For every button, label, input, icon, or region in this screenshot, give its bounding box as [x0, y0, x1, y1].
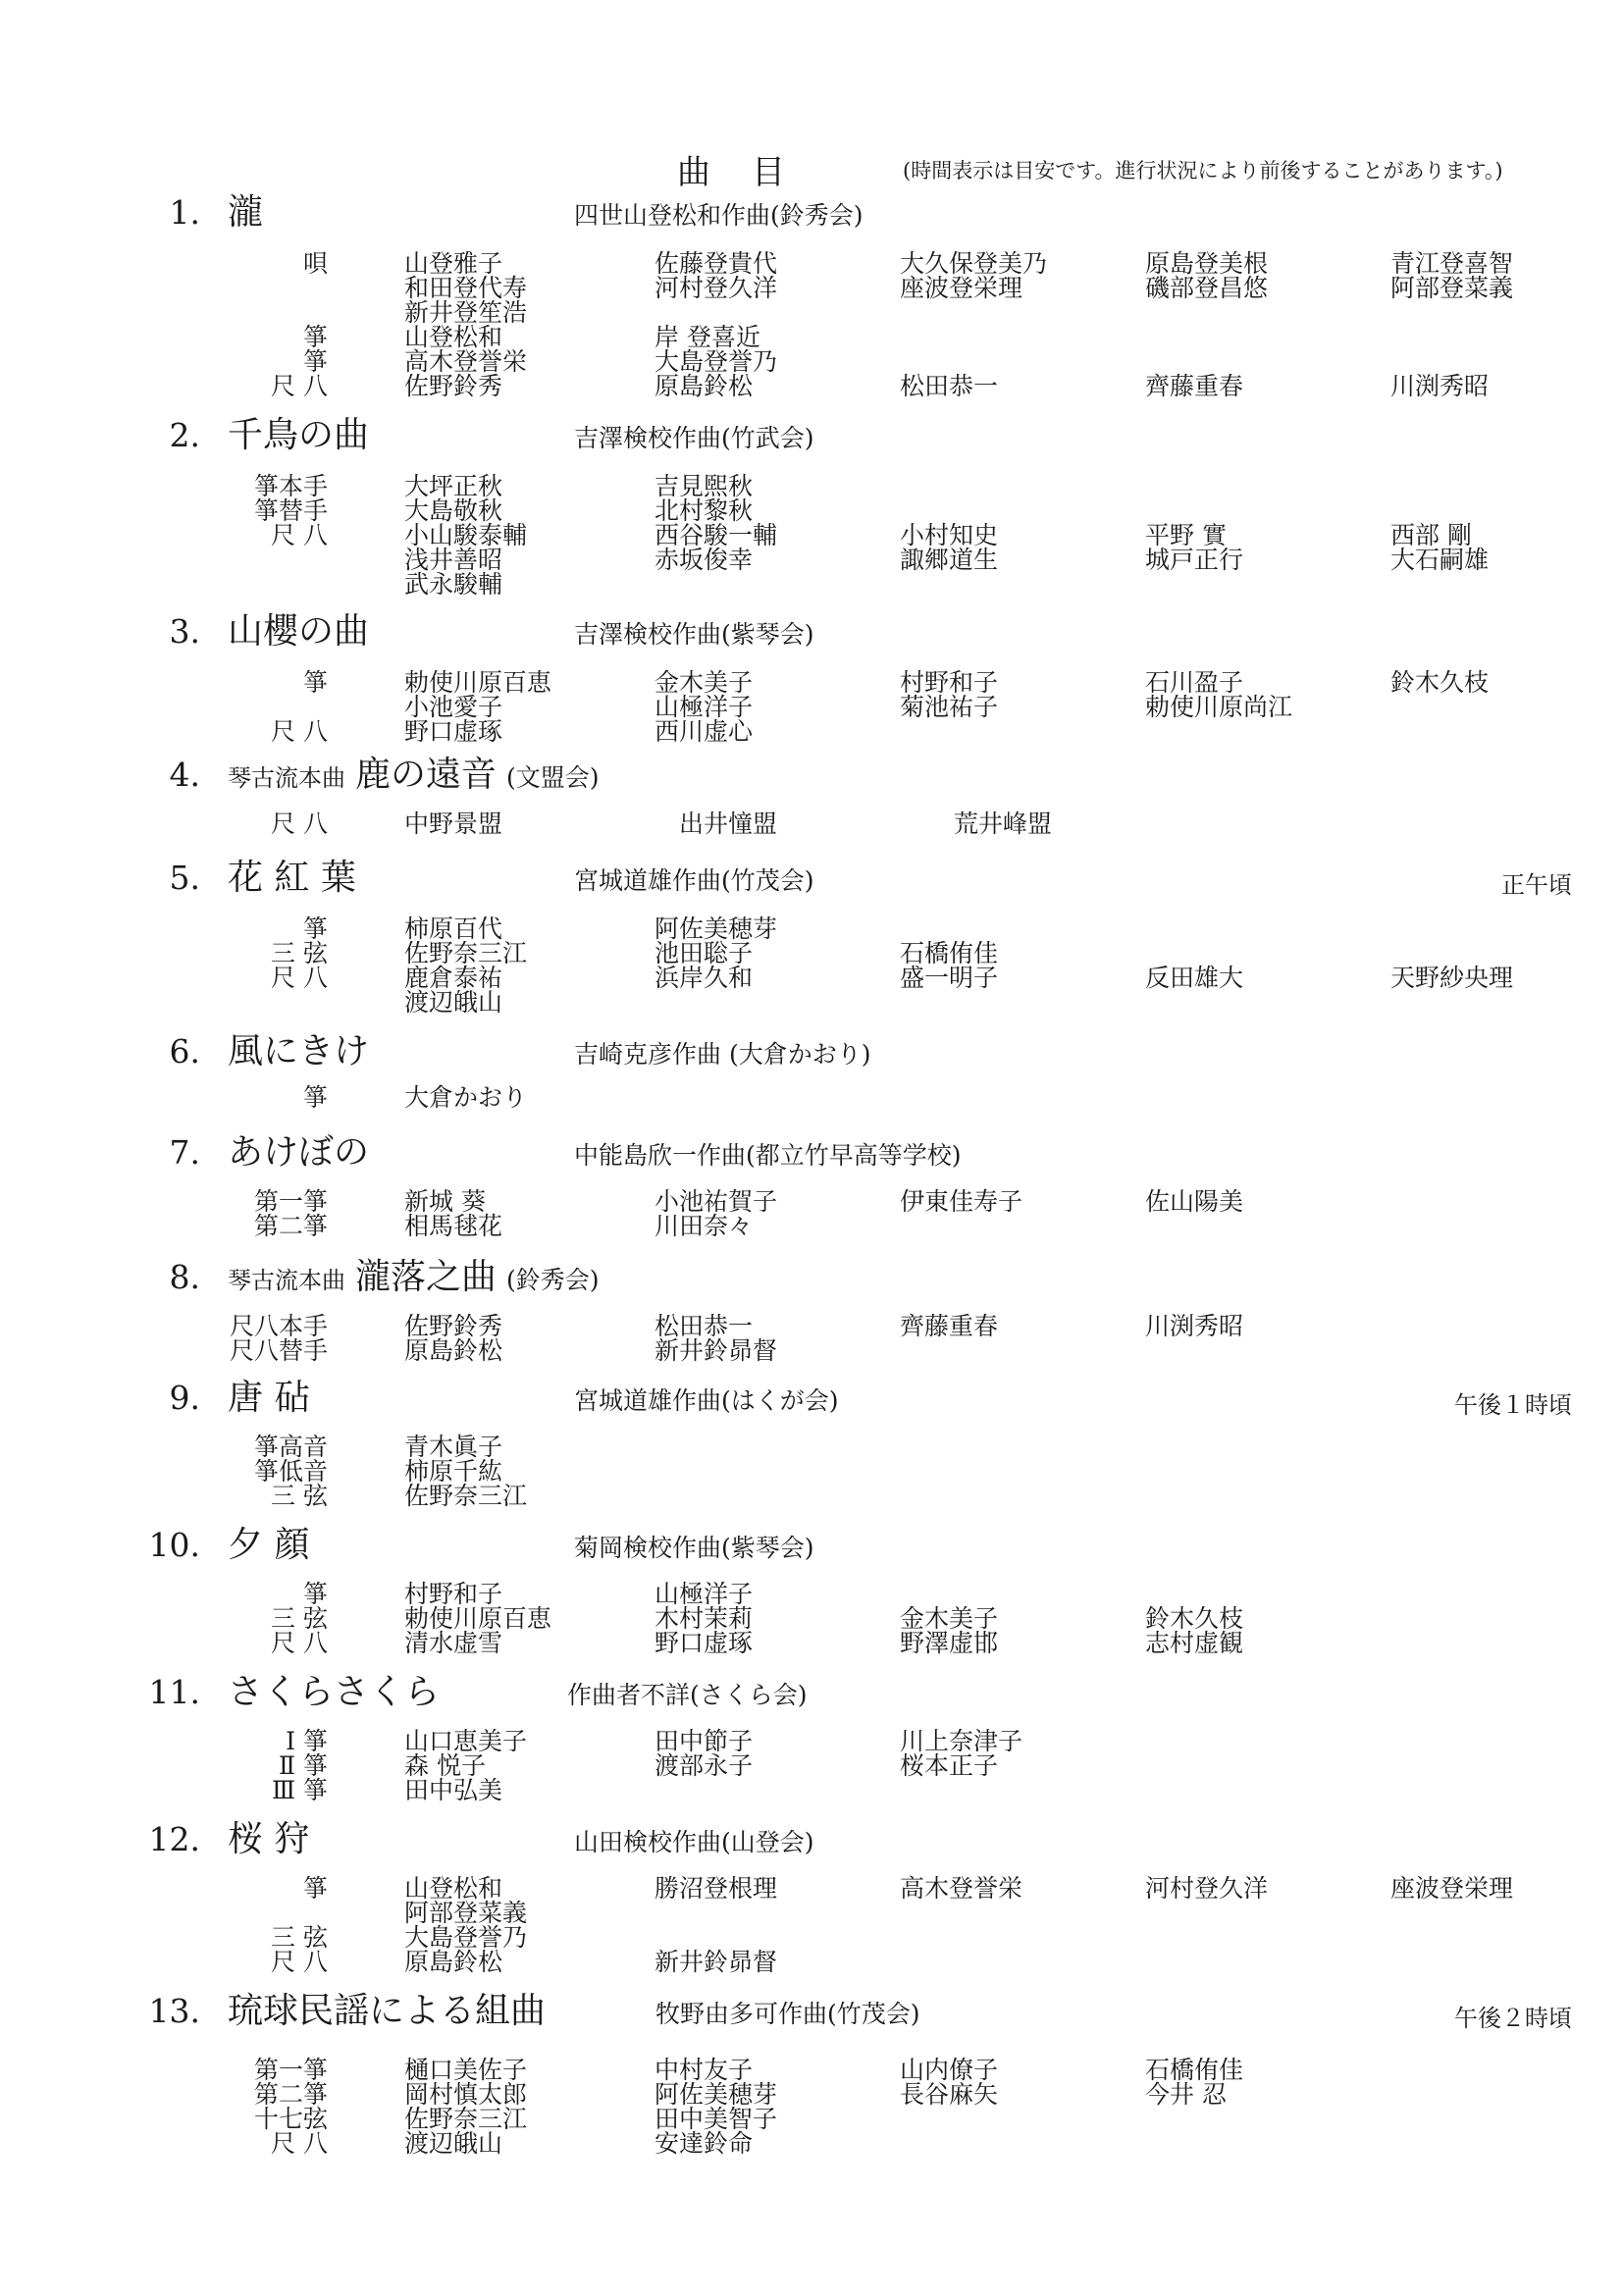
performer-name: 長谷麻矢 [900, 2080, 999, 2109]
piece-group: (鈴秀会) [506, 1266, 600, 1294]
performer-name: 諏郷道生 [900, 546, 999, 574]
performer-row [0, 1727, 1623, 1755]
performer-name: 天野紗央理 [1390, 964, 1514, 992]
performer-name: 座波登栄理 [1390, 1874, 1514, 1903]
performer-name: 鈴木久枝 [1145, 1604, 1244, 1633]
performer-name: 反田雄大 [1145, 964, 1244, 992]
performer-name: 山登松和 [404, 323, 503, 351]
piece-title [228, 612, 369, 652]
performer-row [0, 693, 1623, 721]
instrument-label: 三 弦 [271, 1923, 328, 1952]
performer-name: 山極洋子 [654, 693, 754, 721]
piece-title-text: あけぼの [228, 1132, 370, 1173]
performer-name: 松田恭一 [654, 1312, 754, 1340]
performer-name: 松田恭一 [900, 372, 999, 400]
piece-title [228, 756, 600, 798]
performer-name: 磯部登昌悠 [1145, 274, 1269, 302]
performer-name: 吉見煕秋 [654, 472, 754, 500]
piece-number: 9. [169, 1379, 200, 1417]
performer-row [0, 1899, 1623, 1927]
piece-number: 5. [169, 859, 200, 897]
performer-name: 安達鈴命 [654, 2129, 754, 2158]
performer-name: 西川虚心 [654, 717, 754, 746]
performer-name: 原島鈴松 [404, 1948, 503, 1976]
performer-row [0, 347, 1623, 376]
piece-composer: 宮城道雄作曲(はくが会) [574, 1386, 839, 1415]
performer-name: 原島鈴松 [404, 1336, 503, 1365]
performer-name: 今井 忍 [1145, 2080, 1227, 2109]
performer-name: 大島登誉乃 [654, 347, 778, 376]
instrument-label: 箏 [302, 1083, 328, 1112]
performer-name: 西部 剛 [1390, 521, 1472, 549]
instrument-label: 尺八替手 [229, 1336, 328, 1365]
performer-name: 出井憧盟 [679, 809, 778, 838]
instrument-label: 尺 八 [271, 717, 328, 746]
piece-title [228, 1379, 309, 1418]
performer-row [0, 1948, 1623, 1976]
performer-row [0, 496, 1623, 525]
performer-name: 村野和子 [900, 668, 999, 697]
performer-name: 小池祐賀子 [654, 1187, 778, 1216]
instrument-label: 箏低音 [253, 1457, 328, 1486]
performer-name: 桜本正子 [900, 1751, 999, 1780]
performer-name: 大島敬秋 [404, 496, 503, 525]
performer-name: 佐野奈三江 [404, 939, 528, 967]
piece-composer: 四世山登松和作曲(鈴秀会) [574, 201, 864, 230]
performer-name: 浜岸久和 [654, 964, 754, 992]
performer-name: 石橋侑佳 [900, 939, 999, 967]
performer-row [0, 1312, 1623, 1340]
performer-name: 小池愛子 [404, 693, 503, 721]
piece-title-text: 琉球民謡による組曲 [228, 1991, 547, 2031]
piece-number: 6. [169, 1032, 200, 1070]
performer-row [0, 570, 1623, 599]
performer-name: 高木登誉栄 [900, 1874, 1023, 1903]
piece-composer: 山田検校作曲(山登会) [574, 1828, 814, 1856]
piece-time: 正午頃 [1501, 871, 1572, 899]
piece-number: 2. [169, 416, 200, 454]
piece-title-text: 瀧落之曲 [355, 1257, 497, 1297]
performer-row [0, 323, 1623, 351]
performer-name: 勅使川原尚江 [1145, 693, 1293, 721]
performer-name: 北村黎秋 [654, 496, 754, 525]
performer-name: 佐野鈴秀 [404, 372, 503, 400]
instrument-label: 尺 八 [271, 1629, 328, 1657]
performer-row [0, 548, 1623, 572]
piece-composer: 作曲者不詳(さくら会) [567, 1681, 808, 1709]
piece-genre: 琴古流本曲 [228, 1267, 345, 1294]
performer-name: 阿部登菜義 [1390, 274, 1514, 302]
performer-name: 志村虚観 [1145, 1629, 1244, 1657]
performer-name: 田中美智子 [654, 2105, 778, 2133]
piece-number: 10. [148, 1526, 200, 1564]
performer-name: 平野 實 [1145, 521, 1227, 549]
performer-name: 山口恵美子 [404, 1727, 528, 1755]
performer-row [0, 298, 1623, 327]
performer-name: 金木美子 [654, 668, 754, 697]
piece-number: 4. [169, 756, 200, 794]
performer-name: 岡村慎太郎 [404, 2080, 528, 2109]
performer-row [0, 914, 1623, 943]
piece-group: (文盟会) [506, 763, 600, 792]
performer-row [0, 2105, 1623, 2133]
instrument-label: 唄 [302, 249, 328, 278]
piece-composer: 菊岡検校作曲(紫琴会) [574, 1534, 814, 1562]
performer-name: 山極洋子 [654, 1580, 754, 1608]
program-item [0, 1991, 1623, 2158]
performer-name: 野口虚琢 [654, 1629, 754, 1657]
performer-name: 小山駿泰輔 [404, 521, 528, 549]
program-item [0, 1525, 1623, 1657]
piece-composer: 中能島欣一作曲(都立竹早高等学校) [574, 1141, 962, 1170]
program-item [0, 1672, 1623, 1804]
piece-title [228, 193, 263, 233]
performer-name: 岸 登喜近 [654, 323, 760, 351]
instrument-label: 第一箏 [253, 1187, 328, 1216]
piece-title [228, 1133, 369, 1173]
piece-title [228, 1673, 440, 1712]
performer-row [0, 1923, 1623, 1952]
piece-title [228, 1526, 309, 1565]
performer-name: 山登雅子 [404, 249, 503, 278]
performer-name: 荒井峰盟 [954, 809, 1053, 838]
instrument-label: 尺 八 [271, 1948, 328, 1976]
performer-name: 渡部永子 [654, 1751, 754, 1780]
performer-row [0, 2129, 1623, 2158]
performer-name: 青江登喜智 [1390, 249, 1514, 278]
performer-name: 新井鈴昴督 [654, 1336, 778, 1365]
piece-composer: 吉澤検校作曲(竹武会) [574, 424, 814, 452]
instrument-label: 箏 [302, 914, 328, 943]
performer-name: 渡辺皒山 [404, 2129, 503, 2158]
piece-title [228, 859, 356, 898]
program-item [0, 611, 1623, 746]
piece-title-text: 山櫻の曲 [228, 611, 370, 652]
performer-row [0, 809, 1623, 838]
program-item [0, 858, 1623, 1017]
performer-row [0, 1435, 1623, 1459]
performer-row [0, 2056, 1623, 2084]
performer-name: 高木登誉栄 [404, 347, 528, 376]
instrument-label: 箏 [302, 1874, 328, 1903]
performer-name: 渡辺皒山 [404, 988, 503, 1017]
instrument-label: 第二箏 [253, 2080, 328, 2109]
piece-time: 午後１時頃 [1454, 1391, 1572, 1419]
performer-name: 大久保登美乃 [900, 249, 1048, 278]
performer-name: 石川盈子 [1145, 668, 1244, 697]
performer-name: 川渕秀昭 [1145, 1312, 1244, 1340]
performer-row [0, 966, 1623, 990]
performer-name: 赤坂俊幸 [654, 546, 754, 574]
performer-name: 城戸正行 [1145, 546, 1244, 574]
performer-name: 菊池祐子 [900, 693, 999, 721]
performer-row [0, 1482, 1623, 1510]
performer-name: 金木美子 [900, 1604, 999, 1633]
performer-name: 河村登久洋 [1145, 1874, 1269, 1903]
piece-title-text: 風にきけ [228, 1031, 370, 1071]
performer-name: 青木眞子 [404, 1433, 503, 1461]
performer-name: 鈴木久枝 [1390, 668, 1490, 697]
performer-row [0, 939, 1623, 967]
performer-row [0, 249, 1623, 278]
performer-name: 新井鈴昴督 [654, 1948, 778, 1976]
performer-name: 原島鈴松 [654, 372, 754, 400]
performer-name: 武永駿輔 [404, 570, 503, 599]
performer-name: 阿佐美穂芽 [654, 914, 778, 943]
page-title: 曲目 [677, 153, 826, 192]
performer-name: 川田奈々 [654, 1212, 754, 1240]
performer-name: 柿原百代 [404, 914, 503, 943]
performer-row [0, 1212, 1623, 1240]
performer-name: 森 悦子 [404, 1751, 486, 1780]
performer-name: 佐藤登貴代 [654, 249, 778, 278]
performer-row [0, 2080, 1623, 2109]
performer-name: 山登松和 [404, 1874, 503, 1903]
performer-name: 川上奈津子 [900, 1727, 1023, 1755]
piece-title-text: 千鳥の曲 [228, 415, 370, 455]
piece-title-text: 夕 顔 [228, 1525, 310, 1565]
performer-name: 川渕秀昭 [1390, 372, 1490, 400]
performer-row [0, 1874, 1623, 1903]
performer-name: 盛一明子 [900, 964, 999, 992]
piece-number: 11. [148, 1673, 200, 1711]
performer-name: 新城 葵 [404, 1187, 486, 1216]
performer-name: 佐野鈴秀 [404, 1312, 503, 1340]
performer-name: 伊東佳寿子 [900, 1187, 1023, 1216]
piece-title-text: 花 紅 葉 [228, 858, 356, 898]
piece-composer: 吉澤検校作曲(紫琴会) [574, 620, 814, 649]
instrument-label: 十七弦 [253, 2105, 328, 2133]
instrument-label: 尺 八 [271, 809, 328, 838]
performer-row [0, 988, 1623, 1017]
instrument-label: 三 弦 [271, 1482, 328, 1510]
performer-name: 柿原千紘 [404, 1457, 503, 1486]
performer-name: 原島登美根 [1145, 249, 1269, 278]
performer-name: 小村知史 [900, 521, 999, 549]
piece-title [228, 416, 369, 455]
instrument-label: 箏本手 [253, 472, 328, 500]
piece-number: 13. [148, 1992, 200, 2030]
piece-genre: 琴古流本曲 [228, 764, 345, 792]
performer-row [0, 1604, 1623, 1633]
instrument-label: 箏高音 [253, 1433, 328, 1461]
performer-name: 座波登栄理 [900, 274, 1023, 302]
performer-row [0, 1776, 1623, 1804]
instrument-label: 三 弦 [271, 939, 328, 967]
performer-row [0, 1580, 1623, 1608]
instrument-label: 箏 [302, 347, 328, 376]
performer-name: 佐山陽美 [1145, 1187, 1244, 1216]
instrument-label: Ⅱ 箏 [279, 1751, 328, 1780]
performer-name: 河村登久洋 [654, 274, 778, 302]
performer-name: 西谷駿一輔 [654, 521, 778, 549]
piece-title-text: 瀧 [228, 192, 264, 233]
performer-name: 池田聡子 [654, 939, 754, 967]
performer-name: 中野景盟 [404, 809, 503, 838]
instrument-label: Ⅲ 箏 [271, 1776, 328, 1804]
performer-row [0, 274, 1623, 302]
performer-name: 木村茉莉 [654, 1604, 754, 1633]
performer-name: 阿部登菜義 [404, 1899, 528, 1927]
instrument-label: Ⅰ 箏 [286, 1727, 328, 1755]
performer-name: 田中節子 [654, 1727, 754, 1755]
instrument-label: 箏替手 [253, 496, 328, 525]
performer-row [0, 472, 1623, 500]
performer-name: 野澤虚邯 [900, 1629, 999, 1657]
program-item [0, 1378, 1623, 1510]
performer-row [0, 372, 1623, 400]
program-item [0, 1031, 1623, 1112]
instrument-label: 尺 八 [271, 964, 328, 992]
performer-name: 野口虚琢 [404, 717, 503, 746]
program-item [0, 1132, 1623, 1240]
performer-name: 和田登代寿 [404, 274, 528, 302]
instrument-label: 尺 八 [271, 372, 328, 400]
performer-name: 大倉かおり [404, 1083, 528, 1112]
piece-number: 1. [169, 193, 200, 232]
piece-title [228, 1032, 369, 1071]
piece-number: 12. [148, 1820, 200, 1858]
piece-title [228, 1992, 546, 2031]
performer-name: 村野和子 [404, 1580, 503, 1608]
performer-name: 齊藤重春 [900, 1312, 999, 1340]
instrument-label: 第二箏 [253, 1212, 328, 1240]
performer-name: 新井登笙浩 [404, 298, 528, 327]
instrument-label: 尺 八 [271, 2129, 328, 2158]
performer-name: 勅使川原百恵 [404, 1604, 552, 1633]
piece-title-text: 唐 砧 [228, 1378, 310, 1418]
piece-number: 8. [169, 1258, 200, 1296]
performer-name: 阿佐美穂芽 [654, 2080, 778, 2109]
performer-name: 田中弘美 [404, 1776, 503, 1804]
performer-row [0, 1457, 1623, 1486]
performer-row [0, 717, 1623, 746]
piece-number: 7. [169, 1133, 200, 1172]
piece-composer: 牧野由多可作曲(竹茂会) [655, 2000, 920, 2028]
performer-name: 中村友子 [654, 2056, 754, 2084]
instrument-label: 箏 [302, 668, 328, 697]
piece-title [228, 1258, 600, 1300]
piece-composer: 宮城道雄作曲(竹茂会) [574, 866, 814, 895]
performer-name: 大坪正秋 [404, 472, 503, 500]
piece-title [228, 1820, 309, 1859]
program-item [0, 755, 1623, 838]
performer-row [0, 1336, 1623, 1365]
performer-name: 樋口美佐子 [404, 2056, 528, 2084]
performer-name: 山内僚子 [900, 2056, 999, 2084]
performer-row [0, 1629, 1623, 1657]
performer-row [0, 1083, 1623, 1112]
page-note: (時間表示は目安です。進行状況により前後することがあります。) [903, 159, 1503, 183]
piece-composer: 吉崎克彦作曲 (大倉かおり) [574, 1040, 871, 1069]
performer-row [0, 521, 1623, 549]
performer-name: 齊藤重春 [1145, 372, 1244, 400]
piece-title-text: さくらさくら [228, 1672, 441, 1712]
performer-name: 清水虚雪 [404, 1629, 503, 1657]
piece-time: 午後２時頃 [1454, 2005, 1572, 2032]
performer-name: 相馬毬花 [404, 1212, 503, 1240]
performer-name: 勝沼登根理 [654, 1874, 778, 1903]
performer-name: 大石嗣雄 [1390, 546, 1490, 574]
performer-name: 佐野奈三江 [404, 1482, 528, 1510]
instrument-label: 尺八本手 [229, 1312, 328, 1340]
instrument-label: 尺 八 [271, 521, 328, 549]
performer-name: 石橋侑佳 [1145, 2056, 1244, 2084]
program-item [0, 415, 1623, 599]
instrument-label: 箏 [302, 323, 328, 351]
instrument-label: 箏 [302, 1580, 328, 1608]
performer-name: 鹿倉泰祐 [404, 964, 503, 992]
performer-name: 大島登誉乃 [404, 1923, 528, 1952]
performer-name: 浅井善昭 [404, 546, 503, 574]
instrument-label: 三 弦 [271, 1604, 328, 1633]
program-item [0, 1257, 1623, 1365]
performer-name: 勅使川原百恵 [404, 668, 552, 697]
piece-title-text: 鹿の遠音 [355, 755, 497, 795]
instrument-label: 第一箏 [253, 2056, 328, 2084]
performer-row [0, 1751, 1623, 1780]
program-item [0, 1819, 1623, 1976]
performer-row [0, 1187, 1623, 1216]
performer-name: 佐野奈三江 [404, 2105, 528, 2133]
program-item [0, 192, 1623, 400]
piece-number: 3. [169, 612, 200, 651]
performer-row [0, 668, 1623, 697]
piece-title-text: 桜 狩 [228, 1819, 310, 1859]
